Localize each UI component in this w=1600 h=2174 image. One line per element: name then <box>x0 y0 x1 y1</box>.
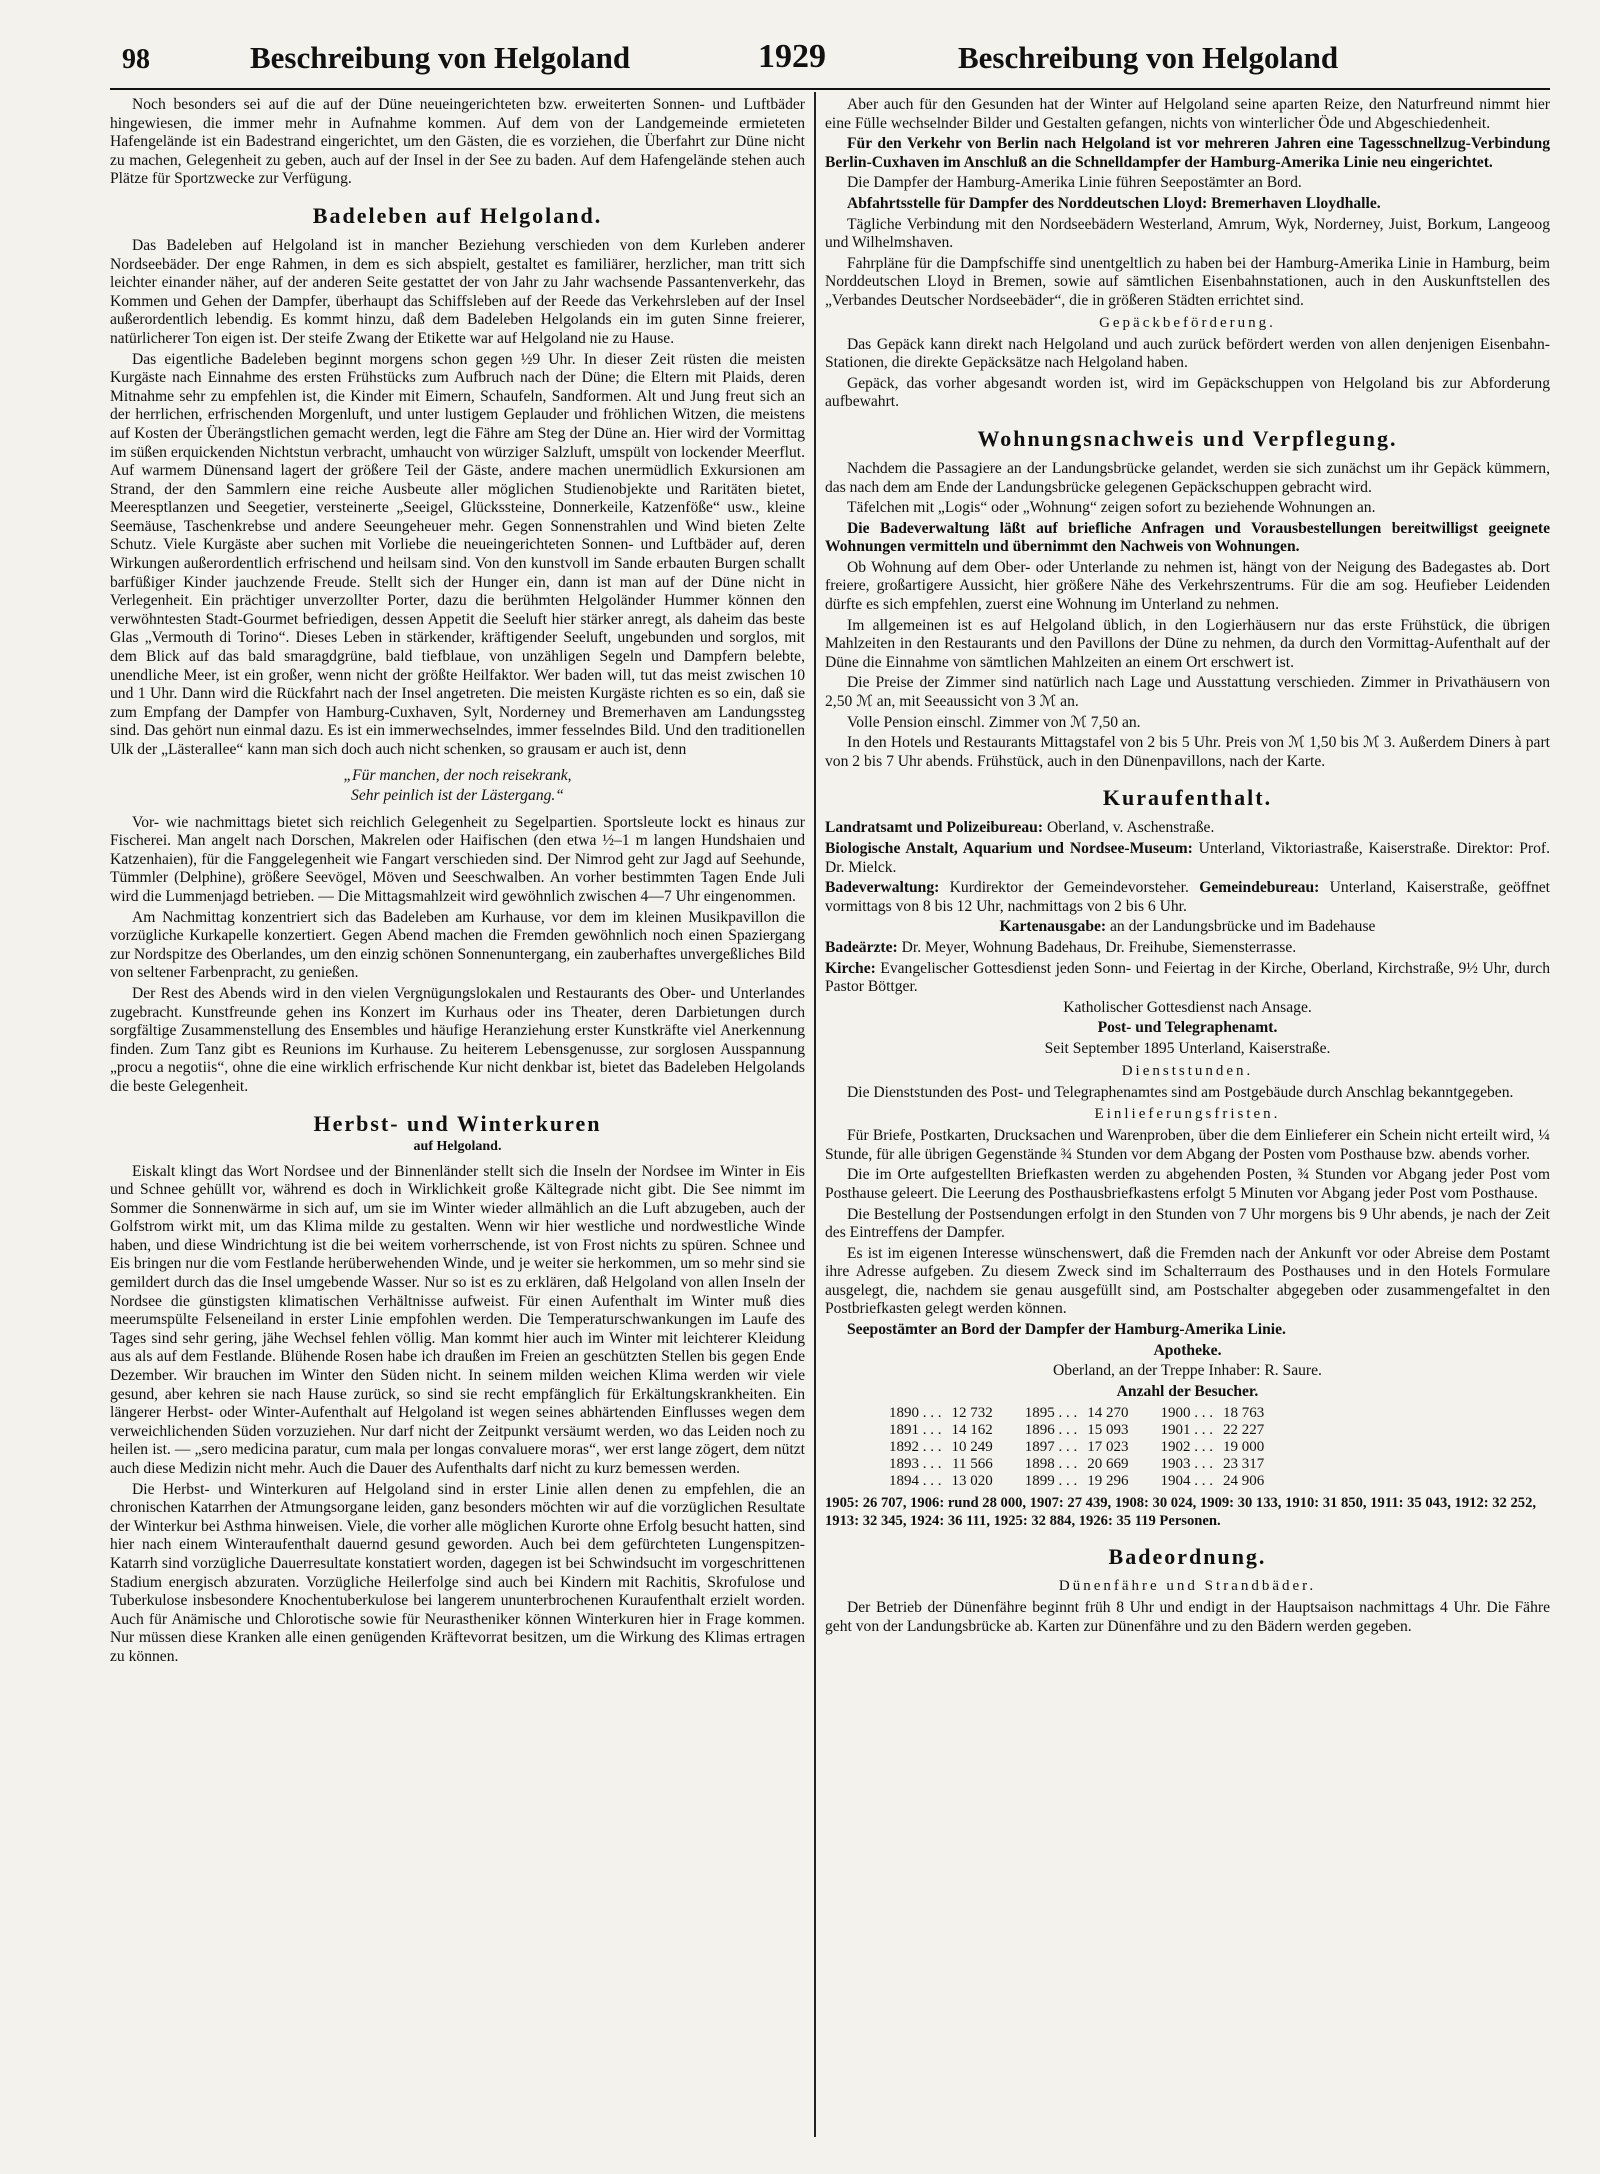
paragraph: Im allgemeinen ist es auf Helgoland üblich, in den Logierhäusern nur das erste Frühstück, die übrigen Mahlzeiten in den Restaurants und den Pavillons der Düne zu nehmen, da durch den Vormittag-Aufenthalt auf der Düne die Einnahme von sämtlichen Mahlzeiten an einem Ort erschwert ist. <box>825 616 1550 671</box>
visitor-year: 1902 . . . <box>1160 1439 1213 1456</box>
paragraph: Das Gepäck kann direkt nach Helgoland und auch zurück befördert werden von allen denjenigen Eisenbahn-Stationen, die direkte Gepäcksätze nach Helgoland haben. <box>825 335 1550 372</box>
subheading-gepaeck: Gepäckbeförderung. <box>1099 314 1276 331</box>
info-label: Landratsamt und Polizeibureau: <box>825 819 1044 837</box>
visitor-count: 24 906 <box>1223 1473 1265 1490</box>
visitor-year: 1904 . . . <box>1160 1473 1213 1490</box>
subheading-post: Post- und Telegraphenamt. <box>1097 1019 1278 1037</box>
visitor-year: 1897 . . . <box>1024 1439 1078 1456</box>
visitor-year: 1893 . . . <box>889 1456 942 1473</box>
info-label: Kartenausgabe: <box>999 918 1107 936</box>
running-title-left: Beschreibung von Helgoland <box>250 40 631 75</box>
info-text: Unterland, Kaiserstraße, geöffnet vormittags von 8 bis 12 Uhr, nachmittags von 2 bis 6 Uhr. <box>825 879 1550 915</box>
document-page <box>110 34 1550 2144</box>
section-heading-kur: Kuraufenthalt. <box>1102 785 1273 811</box>
info-entry <box>825 879 1550 916</box>
info-text: an der Landungsbrücke und im Badehause <box>1106 918 1376 936</box>
visitor-year: 1899 . . . <box>1024 1473 1078 1490</box>
info-text: Evangelischer Gottesdienst jeden Sonn- und Feiertag in der Kirche, Oberland, Kirchstraße, 9½ Uhr, durch Pastor Böttger. <box>825 959 1550 996</box>
visitor-count: 12 732 <box>951 1405 993 1422</box>
paragraph: Eiskalt klingt das Wort Nordsee und der Binnenländer stellt sich die Inseln der Nordsee im Winter in Eis und Schnee gehüllt vor, während es doch in Wirklichkeit große Kältegrade nicht gibt. Die See nimmt im Sommer die Sonnenwärme in sich auf, um sie im Winter wieder allmählich an die Luft abzugeben, auch der Golfstrom wirkt mit, um das Klima milde zu gestalten. Wenn wir hier westliche und nordwestliche Winde haben, und diese Windrichtung ist die bei weitem vorherrschende, ist von Frost nichts zu spüren. Schnee und Eis bringen nur die vom Festlande herüberwehenden Winde, und je weiter sie herkommen, um so mehr sind sie gemildert durch das die Insel umgebende Wasser. Nur so ist es zu erklären, daß Helgoland von allen Inseln der Nordsee die günstigsten klimatischen Verhältnisse aufweist. Für einen Aufenthalt im Winter muß dies meerumspülte Felseneiland in erster Linie empfohlen werden. Die Temperaturschwankungen im Laufe des Tages sind sehr gering, jähe Wechsel fehlen völlig. Man kommt hier auch im Winter mit leichterer Kleidung aus als auf dem Festlande. Blühende Rosen habe ich draußen im Freien an geschützten Stellen bis gegen Ende Dezember. Wir brauchen im Winter den Süden nicht. In seinem milden weichen Klima werden wir viele gesund, aber kehren sie nach Hause zurück, so sind sie recht empfänglich für Erkältungskrankheiten. Ein längerer Herbst- oder Winter-Aufenthalt auf Helgoland ist wegen seines abhärtenden Einflusses wegen dem verweichlichenden Süden vorzuziehen. Nur darf nicht der Zeitpunkt versäumt werden, wo das Leiden noch zu heilen ist. — „sero medicina paratur, cum mala per longas convaluere moras“, wer erst lange zögert, dem nützt auch diese Medizin nicht mehr. Auch die Dauer des Aufenthalts darf nicht zu kurz bemessen werden. <box>110 1162 805 1477</box>
visitor-row <box>889 1473 1296 1490</box>
info-text: Oberland, v. Aschenstraße. <box>1043 819 1215 837</box>
visitor-count: 17 023 <box>1087 1439 1129 1456</box>
paragraph: Die Herbst- und Winterkuren auf Helgoland sind in erster Linie allen denen zu empfehlen, die an chronischen Katarrhen der Atmungsorgane leiden, ganz besonders möchten wir auf die vorzüglichen Resultate der Winterkur bei Asthma hinweisen. Viele, die vorher alle möglichen Kurorte ohne Erfolg besucht hatten, sind hier nach einem Winteraufenthalt dauernd gesund geworden. Auch bei dem gefürchteten Lungenspitzen-Katarrh sind vorzügliche Dauerresultate konstatiert worden, dagegen ist bei Schwindsucht im vorgeschrittenen Stadium energisch abzuraten. Vorzügliche Heilerfolge sind auch bei Kindern mit Rachitis, Skrofulose und Tuberkulose insbesondere Knochentuberkulose bei langerem ununterbrochenen Kuraufenthalt erzielt worden. Auch für Anämische und Chlorotische sowie für Neurastheniker können Winterkuren hier in Frage kommen. Nur müssen diese Kranken alle einen genügenden Kräftevorrat besitzen, um die Wirkung des Klimas ertragen zu können. <box>110 1480 805 1665</box>
paragraph: In den Hotels und Restaurants Mittagstafel von 2 bis 5 Uhr. Preis von ℳ 1,50 bis ℳ 3. Außerdem Diners à part von 2 bis 7 Uhr abends. Frühstück, auch in den Dünenpavillons, nach der Karte. <box>825 734 1550 770</box>
running-title-right: Beschreibung von Helgoland <box>958 40 1339 75</box>
paragraph: Es ist im eigenen Interesse wünschenswert, daß die Fremden nach der Ankunft vor oder Abreise dem Postamt ihre Adresse aufgeben. Zu diesem Zweck sind im Schalterraum des Posthauses und in den Hotels Formulare ausgelegt, die, nachdem sie genau ausgefüllt sind, am Postschalter abgegeben oder zusammengefaltet in den Postbriefkasten gelegt werden können. <box>825 1244 1550 1318</box>
paragraph: Seepostämter an Bord der Dampfer der Hamburg-Amerika Linie. <box>847 1321 1286 1339</box>
paragraph: Der Betrieb der Dünenfähre beginnt früh 8 Uhr und endigt in der Hauptsaison nachmittags 4 Uhr. Die Fähre geht von der Landungsbrücke ab. Karten zur Dünenfähre und zu den Bädern werden gegeben. <box>825 1599 1550 1636</box>
paragraph: Das eigentliche Badeleben beginnt morgens schon gegen ½9 Uhr. In dieser Zeit rüsten die meisten Kurgäste nach Einnahme des ersten Frühstücks zum Aufbruch nach der Düne; die Eltern mit Plaids, deren Mitnahme sehr zu empfehlen ist, die Kinder mit Eimern, Schaufeln, Sandformen. Alt und Jung freut sich an der herrlichen, erfrischenden Morgenluft, und unter lustigem Geplauder und fröhlichen Witzen, die meistens auf Kosten der Überängstlichen gemacht werden, legt die Fähre am Steg der Düne an. Hier wird der Vormittag im süßen erquickenden Nichtstun verbracht, umhaucht von würziger Salzluft, umspült von lockender Meerflut. Auf warmem Dünensand lagert der größere Teil der Gäste, andere machen unermüdlich Exkursionen am Strand, der den Sammlern eine reiche Ausbeute aller möglichen Studienobjekte und Raritäten bietet, Meeresptlanzen und Seegetier, versteinerte „Seeigel, Glückssteine, Donnerkeile, Katzenföße“ usw., kleine Seemäuse, Taschenkrebse und andere Seeungeheuer mehr. Gegen Sonnenstrahlen und Wind bieten Zelte Schutz. Viele Kurgäste aber suchen mit Vorliebe die neueingerichteten Sonnen- und Luftbäder auf, deren Wirkungen außerordentlich erfrischend und heilsam sind. Von den kunstvoll im Sande erbauten Burgen schallt barfüßiger Kinder jauchzende Freude. Stellt sich der Hunger ein, dann ist man auf der Düne nicht in Verlegenheit. Ein prächtiger unverzollter Porter, dazu die berühmten Helgoländer Hummer können den verwöhntesten Stadt-Gourmet befriedigen, dessen Appetit die Seeluft hier stärker anregt, als daheim das beste Glas „Vermouth di Torino“. Dieses Leben in stärkender, kräftigender Seeluft, ungebunden und sorglos, mit dem Blick auf das bald smaragdgrüne, bald tiefblaue, von unzähligen Segeln und Dampfern belebte, unendliche Meer, ist ein großer, wenn nicht der größte Heilfaktor. Wer baden will, tut das meist zwischen 10 und 1 Uhr. Dann wird die Rückfahrt nach der Insel angetreten. Die meisten Kurgäste richten es so ein, daß sie zum Empfang der Dampfer von Hamburg-Cuxhaven, Sylt, Norderney und Bremerhaven am Landungssteg sind. Das gehört nun einmal dazu. Es ist ein immerwechselndes, immer fesselndes Bild. Und den traditionellen Ulk der „Lästerallee“ kann man sich doch auch nicht schenken, so grausam er auch ist, denn <box>110 350 805 758</box>
paragraph: Aber auch für den Gesunden hat der Winter auf Helgoland seine aparten Reize, den Naturfreund nimmt hier eine Fülle wechselnder Bilder und Gestalten gefangen, nichts von winterlicher Öde und Abgeschiedenheit. <box>825 96 1550 132</box>
visitor-count: 13 020 <box>951 1473 993 1490</box>
info-entry <box>825 918 1550 937</box>
visitor-year: 1892 . . . <box>889 1439 942 1456</box>
paragraph: Volle Pension einschl. Zimmer von ℳ 7,50 an. <box>847 713 1141 731</box>
info-label: Badeverwaltung: <box>825 879 940 897</box>
visitor-row <box>889 1456 1296 1473</box>
paragraph: Gepäck, das vorher abgesandt worden ist, wird im Gepäckschuppen von Helgoland bis zur Abforderung aufbewahrt. <box>825 374 1550 411</box>
paragraph: Noch besonders sei auf die auf der Düne neueingerichteten bzw. erweiterten Sonnen- und Luftbäder hingewiesen, die immer mehr in Aufnahme kommen. Auf dem von der Landgemeinde ermieteten Hafengelände ist ein Badestrand eingerichtet, um den Gästen, die es vorziehen, die Überfahrt zur Düne nicht zu machen, Gelegenheit zu geben, auch auf der Insel in der See zu baden. Auf dem Hafengelände stehen auch Plätze für Sportzwecke zur Verfügung. <box>110 96 805 188</box>
visitor-year: 1901 . . . <box>1160 1422 1213 1439</box>
page-number: 98 <box>122 44 150 75</box>
right-column <box>825 96 1550 2136</box>
section-subheading: auf Helgoland. <box>413 1138 502 1154</box>
page-header <box>110 34 1550 90</box>
visitor-row <box>889 1439 1296 1456</box>
info-text: Dr. Meyer, Wohnung Badehaus, Dr. Freihube, Siemensterrasse. <box>897 938 1297 956</box>
section-heading-badeleben: Badeleben auf Helgoland. <box>312 202 603 228</box>
paragraph: Die im Orte aufgestellten Briefkasten werden zu abgehenden Posten, ¾ Stunden vor Abgang jeder Post vom Posthause geleert. Die Leerung des Posthausbriefkastens erfolgt 5 Minuten vor Abgang jeder Post vom Posthause. <box>825 1166 1550 1202</box>
paragraph: Abfahrtsstelle für Dampfer des Norddeutschen Lloyd: Bremerhaven Lloydhalle. <box>847 194 1381 212</box>
year-label: 1929 <box>758 38 826 75</box>
paragraph: Seit September 1895 Unterland, Kaiserstraße. <box>1044 1039 1331 1057</box>
visitor-totals: 1905: 26 707, 1906: rund 28 000, 1907: 27 439, 1908: 30 024, 1909: 30 133, 1910: 31 850, 1911: 35 043, 1912: 32 252, 1913: 32 345, 1924: 36 111, 1925: 32 884, 1926: 35 119 Personen. <box>825 1495 1537 1530</box>
paragraph: Für Briefe, Postkarten, Drucksachen und Warenproben, über die dem Einlieferer ein Schein nicht erteilt wird, ¼ Stunde, für alle übrigen Gegenstände ¾ Stunden vor dem Abgang der Posten vom Posthause bzw. abends vorher. <box>825 1127 1550 1163</box>
paragraph: Für den Verkehr von Berlin nach Helgoland ist vor mehreren Jahren eine Tagesschnellzug-Verbindung Berlin-Cuxhaven im Anschluß an die Schnelldampfer der Hamburg-Amerika Linie neu eingerichtet. <box>825 135 1550 171</box>
verse-line: Sehr peinlich ist der Lästergang.“ <box>351 786 564 804</box>
visitor-count: 22 227 <box>1223 1422 1265 1439</box>
info-label: Biologische Anstalt, Aquarium und Nordsee-Museum: <box>825 840 1193 857</box>
paragraph: Die Dampfer der Hamburg-Amerika Linie führen Seepostämter an Bord. <box>847 174 1302 192</box>
paragraph: Täfelchen mit „Logis“ oder „Wohnung“ zeigen sofort zu beziehende Wohnungen an. <box>847 499 1376 517</box>
subheading-besucher: Anzahl der Besucher. <box>1116 1382 1259 1400</box>
info-label: Gemeindebureau: <box>1199 879 1320 897</box>
info-label: Badeärzte: <box>825 938 898 956</box>
subheading-apotheke: Apotheke. <box>1153 1341 1222 1359</box>
paragraph: Die Badeverwaltung läßt auf briefliche Anfragen und Vorausbestellungen bereitwilligst geeignete Wohnungen vermitteln und übernimmt den Nachweis von Wohnungen. <box>825 519 1550 556</box>
visitor-year: 1891 . . . <box>889 1422 942 1439</box>
visitor-row <box>889 1405 1296 1422</box>
paragraph: Oberland, an der Treppe Inhaber: R. Saure. <box>1053 1362 1322 1380</box>
subheading-duenenfaehre: Dünenfähre und Strandbäder. <box>1058 1578 1317 1595</box>
visitor-count: 20 669 <box>1087 1456 1129 1473</box>
visitor-year: 1895 . . . <box>1024 1405 1078 1422</box>
paragraph: Ob Wohnung auf dem Ober- oder Unterlande zu nehmen ist, hängt von der Neigung des Badegastes ab. Dort freiere, großartigere Aussicht, hier größere Nähe des Verkehrszentrums. Für die am sog. Heufieber Leidenden dürfte es sich empfehlen, zuerst eine Wohnung im Unterland zu nehmen. <box>825 558 1550 614</box>
subheading-einlieferung: Einlieferungsfristen. <box>1094 1106 1281 1123</box>
visitor-count: 19 000 <box>1223 1439 1265 1456</box>
visitor-year: 1903 . . . <box>1160 1456 1213 1473</box>
info-text: Unterland, Viktoriastraße, Kaiserstraße. Direktor: Prof. Dr. Mielck. <box>825 840 1550 876</box>
visitor-count: 11 566 <box>952 1456 993 1473</box>
paragraph: Tägliche Verbindung mit den Nordseebädern Westerland, Amrum, Wyk, Norderney, Juist, Borkum, Langeoog und Wilhelmshaven. <box>825 215 1550 252</box>
paragraph: Das Badeleben auf Helgoland ist in mancher Beziehung verschieden von dem Kurleben anderer Nordseebäder. Der enge Rahmen, in dem es sich abspielt, gestaltet es familiärer, herzlicher, man tritt sich leichter einander näher, auf der anderen Seite gestattet der von Jahr zu Jahr wachsende Passantenverkehr, das Kommen und Gehen der Dampfer, überhaupt das Schiffsleben auf der Reede das Verkehrsleben auf der Insel außerordentlich lebendig. Es kommt hinzu, daß dem Badeleben Helgolands ein im guten Sinne freierer, natürlicherer Ton eigen ist. Der steife Zwang der Etikette war auf Helgoland nie zu Hause. <box>110 236 805 347</box>
subheading-dienst: Dienststunden. <box>1121 1062 1254 1079</box>
visitor-count: 19 296 <box>1087 1473 1129 1490</box>
info-entry <box>825 819 1550 838</box>
visitor-year: 1890 . . . <box>889 1405 942 1422</box>
visitor-count: 23 317 <box>1223 1456 1265 1473</box>
info-entry <box>825 939 1550 958</box>
visitor-year: 1898 . . . <box>1024 1456 1078 1473</box>
info-text: Kurdirektor der Gemeindevorsteher. <box>939 879 1200 897</box>
visitor-year: 1900 . . . <box>1160 1405 1213 1422</box>
column-divider <box>814 92 816 2137</box>
info-label: Kirche: <box>825 959 876 977</box>
paragraph: Der Rest des Abends wird in den vielen Vergnügungslokalen und Restaurants des Ober- und Unterlandes zugebracht. Kunstfreunde gehen ins Konzert im Kurhaus oder ins Theater, deren Darbietungen durch sorgfältige Zusammenstellung des Ensembles und häufige Heranziehung erster Kunstkräfte viel Anerkennung finden. Zum Tanz gibt es Reunions im Kurhause. Zu heiterem Lebensgenusse, zur sorglosen Ausspannung „procu a negotiis“, ohne die eine wirklich erfrischende Kur nicht denkbar ist, bietet das Badeleben Helgolands die beste Gelegenheit. <box>110 984 805 1095</box>
visitor-count: 10 249 <box>951 1439 993 1456</box>
visitor-table <box>889 1405 1296 1490</box>
paragraph: Die Preise der Zimmer sind natürlich nach Lage und Ausstattung verschieden. Zimmer in Privathäusern von 2,50 ℳ an, mit Seeaussicht von 3 ℳ an. <box>825 674 1550 711</box>
verse-line: „Für manchen, der noch reisekrank, <box>343 766 572 784</box>
visitor-year: 1896 . . . <box>1024 1422 1078 1439</box>
info-entry <box>825 960 1550 997</box>
visitor-row <box>889 1422 1296 1439</box>
verse <box>110 766 805 806</box>
paragraph: Die Dienststunden des Post- und Telegraphenamtes sind am Postgebäude durch Anschlag bekanntgegeben. <box>847 1083 1514 1101</box>
paragraph: Nachdem die Passagiere an der Landungsbrücke gelandet, werden sie sich zunächst um ihr Gepäck kümmern, das nach dem am Ende der Landungsbrücke gelegenen Gepäckschuppen gebracht wird. <box>825 459 1550 496</box>
paragraph: Fahrpläne für die Dampfschiffe sind unentgeltlich zu haben bei der Hamburg-Amerika Linie in Hamburg, beim Norddeutschen Lloyd in Bremen, sowie auf sämtlichen Eisenbahnstationen, auch in den Auskunftstellen des „Verbandes Deutscher Nordseebäder“, die in größeren Städten errichtet sind. <box>825 254 1550 309</box>
section-heading-herbst: Herbst- und Winterkuren <box>313 1110 602 1136</box>
visitor-count: 18 763 <box>1223 1405 1265 1422</box>
visitor-year: 1894 . . . <box>889 1473 942 1490</box>
visitor-count: 14 270 <box>1087 1405 1129 1422</box>
visitor-count: 14 162 <box>951 1422 993 1439</box>
paragraph: Vor- wie nachmittags bietet sich reichlich Gelegenheit zu Segelpartien. Sportsleute lockt es hinaus zur Fischerei. Man angelt nach Dorschen, Makrelen oder Haifischen (den etwa ½–1 m langen Hundshaien und Katzenhaien), für die Fanggelegenheit wie Fangart verschieden sind. Der Nimrod geht zur Jagd auf Seehunde, Tümmler (Delphine), größere Seevögel, Möven und Seeschwalben. An vorher bestimmten Tagen Ende Juli wird die Lummenjagd betrieben. — Die Mittagsmahlzeit wird gewöhnlich zwischen 4—7 Uhr eingenommen. <box>110 813 805 905</box>
left-column <box>110 96 805 2136</box>
paragraph: Am Nachmittag konzentriert sich das Badeleben am Kurhause, vor dem im kleinen Musikpavillon die vorzügliche Kurkapelle konzertiert. Gegen Abend machen die Fremden gewöhnlich noch einen Spaziergang zur Nordspitze des Oberlandes, um den einzig schönen Sonnenuntergang, ein zauberhaftes unvergeßliches Bild von seltener Farbenpracht, zu genießen. <box>110 908 805 982</box>
paragraph: Die Bestellung der Postsendungen erfolgt in den Stunden von 7 Uhr morgens bis 9 Uhr abends, je nach der Zeit des Eintreffens der Dampfer. <box>825 1205 1550 1242</box>
section-heading-wohnung: Wohnungsnachweis und Verpflegung. <box>977 425 1398 451</box>
paragraph: Katholischer Gottesdienst nach Ansage. <box>1063 998 1312 1016</box>
info-entry <box>825 840 1550 877</box>
section-heading-badeordnung: Badeordnung. <box>1108 1544 1267 1570</box>
visitor-count: 15 093 <box>1087 1422 1129 1439</box>
